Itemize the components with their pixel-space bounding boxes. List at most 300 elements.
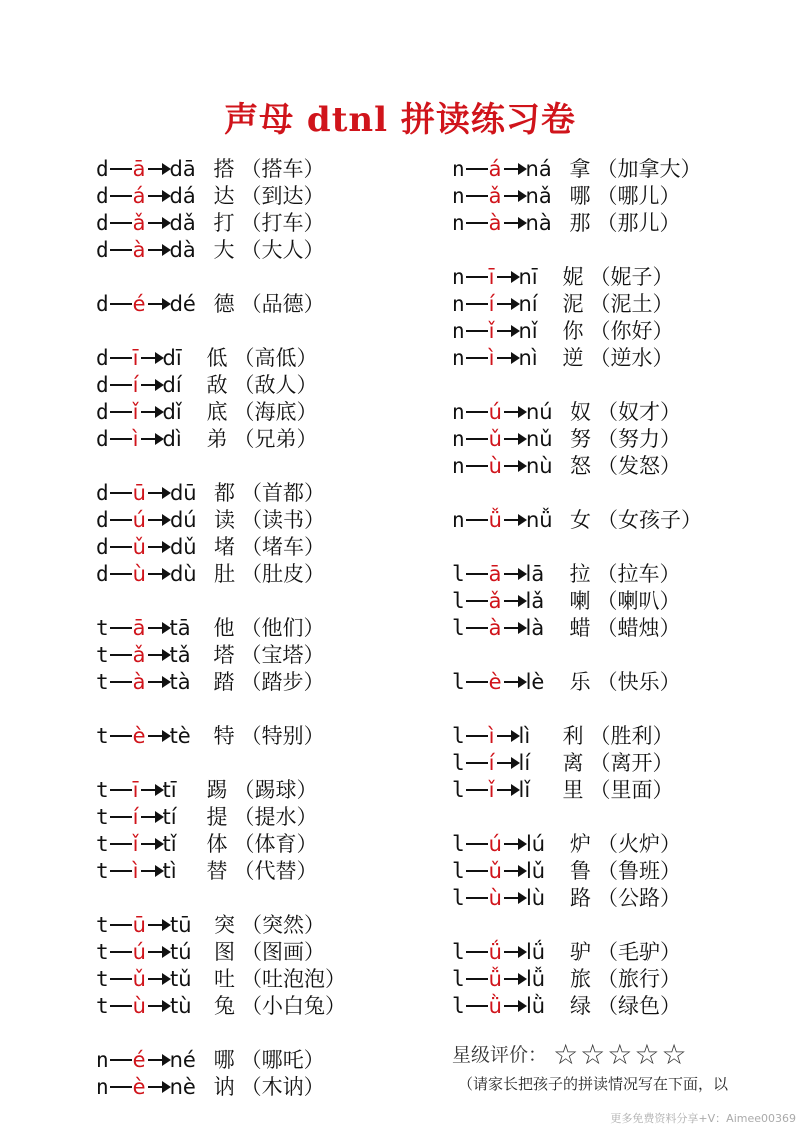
character: 吐 bbox=[213, 967, 235, 991]
example-words: （首都） bbox=[240, 481, 325, 505]
example-words: （喇叭） bbox=[596, 589, 681, 613]
character: 讷 bbox=[213, 1075, 235, 1099]
arrow-right-icon bbox=[504, 897, 524, 899]
pinyin-row bbox=[96, 723, 346, 750]
pinyin-row bbox=[452, 507, 702, 534]
arrow-right-icon bbox=[497, 789, 517, 791]
example-words: （离开） bbox=[589, 751, 674, 775]
example-words: （到达） bbox=[240, 184, 325, 208]
left-column bbox=[96, 156, 346, 1101]
arrow-right-icon bbox=[504, 519, 524, 521]
final: ǐ bbox=[132, 832, 139, 856]
example-words: （提水） bbox=[233, 805, 318, 829]
pinyin-row bbox=[452, 318, 702, 345]
syllable: dí bbox=[162, 373, 182, 397]
arrow-right-icon bbox=[497, 303, 517, 305]
example-words: （搭车） bbox=[240, 157, 325, 181]
syllable: dǎ bbox=[169, 211, 196, 235]
arrow-right-icon bbox=[148, 222, 168, 224]
dash-icon bbox=[110, 627, 132, 629]
character: 妮 bbox=[562, 265, 584, 289]
example-words: （公路） bbox=[596, 886, 681, 910]
dash-icon bbox=[110, 519, 132, 521]
initial: d bbox=[96, 562, 109, 586]
spacer-row bbox=[96, 1020, 346, 1047]
dash-icon bbox=[110, 816, 132, 818]
character: 逆 bbox=[562, 346, 584, 370]
pinyin-row bbox=[96, 912, 346, 939]
final: ī bbox=[488, 265, 495, 289]
arrow-right-icon bbox=[148, 924, 168, 926]
character: 踢 bbox=[206, 778, 228, 802]
syllable: né bbox=[169, 1048, 196, 1072]
pinyin-row bbox=[452, 183, 702, 210]
character: 图 bbox=[213, 940, 235, 964]
initial: d bbox=[96, 292, 109, 316]
arrow-right-icon bbox=[148, 249, 168, 251]
character: 替 bbox=[206, 859, 228, 883]
character: 泥 bbox=[562, 292, 584, 316]
syllable: dǔ bbox=[169, 535, 197, 559]
initial: t bbox=[96, 643, 109, 667]
example-words: （泥土） bbox=[589, 292, 674, 316]
initial: n bbox=[452, 319, 465, 343]
character: 你 bbox=[562, 319, 584, 343]
initial: l bbox=[452, 670, 465, 694]
example-words: （吐泡泡） bbox=[240, 967, 346, 991]
arrow-right-icon bbox=[141, 357, 161, 359]
final: è bbox=[132, 1075, 146, 1099]
syllable: lǚ bbox=[525, 967, 546, 991]
pinyin-row bbox=[96, 561, 346, 588]
character: 拿 bbox=[569, 157, 591, 181]
final: ù bbox=[488, 886, 502, 910]
character: 女 bbox=[569, 508, 591, 532]
character: 肚 bbox=[213, 562, 235, 586]
initial: l bbox=[452, 751, 465, 775]
pinyin-row bbox=[96, 642, 346, 669]
syllable: tǔ bbox=[169, 967, 192, 991]
character: 都 bbox=[213, 481, 235, 505]
example-words: （你好） bbox=[589, 319, 674, 343]
character: 德 bbox=[213, 292, 235, 316]
example-words: （哪吒） bbox=[240, 1048, 325, 1072]
syllable: dì bbox=[162, 427, 182, 451]
initial: n bbox=[452, 184, 465, 208]
dash-icon bbox=[110, 303, 132, 305]
final: à bbox=[488, 211, 502, 235]
example-words: （旅行） bbox=[596, 967, 681, 991]
pinyin-row bbox=[452, 939, 702, 966]
arrow-right-icon bbox=[497, 357, 517, 359]
dash-icon bbox=[110, 681, 132, 683]
syllable: lí bbox=[518, 751, 531, 775]
arrow-right-icon bbox=[141, 870, 161, 872]
dash-icon bbox=[466, 870, 488, 872]
initial: n bbox=[96, 1048, 109, 1072]
arrow-right-icon bbox=[504, 438, 524, 440]
final: ǔ bbox=[132, 967, 146, 991]
syllable: tì bbox=[162, 859, 177, 883]
initial: n bbox=[452, 265, 465, 289]
pinyin-row bbox=[452, 399, 702, 426]
final: ù bbox=[488, 454, 502, 478]
syllable: tǎ bbox=[169, 643, 191, 667]
character: 路 bbox=[569, 886, 591, 910]
arrow-right-icon bbox=[148, 546, 168, 548]
arrow-right-icon bbox=[148, 519, 168, 521]
initial: n bbox=[452, 157, 465, 181]
dash-icon bbox=[110, 195, 132, 197]
final: ǘ bbox=[488, 940, 502, 964]
pinyin-row bbox=[452, 750, 702, 777]
arrow-right-icon bbox=[504, 870, 524, 872]
example-words: （肚皮） bbox=[240, 562, 325, 586]
syllable: lè bbox=[525, 670, 545, 694]
dash-icon bbox=[110, 168, 132, 170]
syllable: dà bbox=[169, 238, 196, 262]
dash-icon bbox=[466, 465, 488, 467]
arrow-right-icon bbox=[497, 762, 517, 764]
dash-icon bbox=[466, 951, 488, 953]
arrow-right-icon bbox=[148, 573, 168, 575]
dash-icon bbox=[110, 492, 132, 494]
arrow-right-icon bbox=[141, 843, 161, 845]
initial: n bbox=[452, 346, 465, 370]
dash-icon bbox=[466, 1005, 488, 1007]
watermark: 更多免费资料分享+V：Aimee00369 bbox=[610, 1112, 796, 1125]
syllable: lú bbox=[525, 832, 546, 856]
example-words: （努力） bbox=[596, 427, 681, 451]
character: 读 bbox=[213, 508, 235, 532]
character: 怒 bbox=[569, 454, 591, 478]
example-words: （快乐） bbox=[596, 670, 681, 694]
dash-icon bbox=[466, 681, 488, 683]
dash-icon bbox=[110, 1005, 132, 1007]
initial: n bbox=[452, 400, 465, 424]
example-words: （高低） bbox=[233, 346, 318, 370]
dash-icon bbox=[110, 384, 132, 386]
final: ǎ bbox=[132, 211, 146, 235]
syllable: lǜ bbox=[525, 994, 546, 1018]
final: ǎ bbox=[488, 589, 502, 613]
arrow-right-icon bbox=[148, 978, 168, 980]
final: ǎ bbox=[488, 184, 502, 208]
example-words: （木讷） bbox=[240, 1075, 325, 1099]
pinyin-row bbox=[96, 1074, 346, 1101]
initial: l bbox=[452, 886, 465, 910]
example-words: （火炉） bbox=[596, 832, 681, 856]
initial: n bbox=[452, 454, 465, 478]
arrow-right-icon bbox=[148, 1086, 168, 1088]
syllable: tà bbox=[169, 670, 191, 694]
initial: n bbox=[452, 427, 465, 451]
dash-icon bbox=[110, 249, 132, 251]
syllable: nī bbox=[518, 265, 538, 289]
example-words: （拉车） bbox=[596, 562, 681, 586]
initial: d bbox=[96, 373, 109, 397]
dash-icon bbox=[466, 897, 488, 899]
character: 努 bbox=[569, 427, 591, 451]
star-rating bbox=[452, 1038, 689, 1071]
pinyin-row bbox=[452, 156, 702, 183]
spacer-row bbox=[96, 750, 346, 777]
dash-icon bbox=[110, 222, 132, 224]
arrow-right-icon bbox=[504, 222, 524, 224]
pinyin-row bbox=[96, 399, 346, 426]
pinyin-row bbox=[452, 993, 702, 1020]
arrow-right-icon bbox=[148, 303, 168, 305]
pinyin-row bbox=[452, 453, 702, 480]
pinyin-row bbox=[452, 561, 702, 588]
syllable: tū bbox=[169, 913, 192, 937]
initial: l bbox=[452, 967, 465, 991]
final: ǚ bbox=[488, 967, 502, 991]
pinyin-row bbox=[96, 507, 346, 534]
character: 哪 bbox=[569, 184, 591, 208]
syllable: tā bbox=[169, 616, 191, 640]
spacer-row bbox=[452, 642, 702, 669]
example-words: （妮子） bbox=[589, 265, 674, 289]
spacer-row bbox=[96, 588, 346, 615]
syllable: dú bbox=[169, 508, 197, 532]
arrow-right-icon bbox=[148, 735, 168, 737]
initial: d bbox=[96, 238, 109, 262]
character: 提 bbox=[206, 805, 228, 829]
dash-icon bbox=[110, 924, 132, 926]
arrow-right-icon bbox=[497, 330, 517, 332]
character: 低 bbox=[206, 346, 228, 370]
character: 塔 bbox=[213, 643, 235, 667]
arrow-right-icon bbox=[148, 492, 168, 494]
syllable: lǐ bbox=[518, 778, 531, 802]
pinyin-row bbox=[452, 291, 702, 318]
pinyin-row bbox=[96, 804, 346, 831]
initial: n bbox=[452, 211, 465, 235]
final: ā bbox=[132, 157, 146, 181]
syllable: dù bbox=[169, 562, 197, 586]
example-words: （鲁班） bbox=[596, 859, 681, 883]
arrow-right-icon bbox=[148, 681, 168, 683]
dash-icon bbox=[110, 357, 132, 359]
arrow-right-icon bbox=[141, 438, 161, 440]
arrow-right-icon bbox=[497, 735, 517, 737]
initial: l bbox=[452, 778, 465, 802]
dash-icon bbox=[110, 411, 132, 413]
initial: n bbox=[96, 1075, 109, 1099]
arrow-right-icon bbox=[148, 1005, 168, 1007]
final: à bbox=[132, 238, 146, 262]
final: ū bbox=[132, 481, 146, 505]
example-words: （体育） bbox=[233, 832, 318, 856]
character: 底 bbox=[206, 400, 228, 424]
syllable: tí bbox=[162, 805, 177, 829]
pinyin-row bbox=[452, 858, 702, 885]
final: ǐ bbox=[132, 400, 139, 424]
pinyin-row bbox=[452, 588, 702, 615]
arrow-right-icon bbox=[504, 627, 524, 629]
syllable: dá bbox=[169, 184, 196, 208]
arrow-right-icon bbox=[148, 627, 168, 629]
syllable: tè bbox=[169, 724, 191, 748]
pinyin-row bbox=[96, 210, 346, 237]
pinyin-row bbox=[452, 831, 702, 858]
dash-icon bbox=[466, 762, 488, 764]
final: ì bbox=[488, 346, 495, 370]
rating-stars-icon[interactable]: ☆☆☆☆☆ bbox=[553, 1038, 689, 1071]
character: 哪 bbox=[213, 1048, 235, 1072]
initial: t bbox=[96, 616, 109, 640]
arrow-right-icon bbox=[504, 465, 524, 467]
example-words: （敌人） bbox=[233, 373, 318, 397]
initial: l bbox=[452, 859, 465, 883]
character: 搭 bbox=[213, 157, 235, 181]
example-words: （毛驴） bbox=[596, 940, 681, 964]
initial: t bbox=[96, 832, 109, 856]
initial: t bbox=[96, 670, 109, 694]
pinyin-row bbox=[96, 534, 346, 561]
initial: l bbox=[452, 562, 465, 586]
page-title: 声母 dtnl 拼读练习卷 bbox=[224, 100, 576, 140]
initial: t bbox=[96, 859, 109, 883]
spacer-row bbox=[452, 480, 702, 507]
character: 旅 bbox=[569, 967, 591, 991]
syllable: nǎ bbox=[525, 184, 552, 208]
example-words: （里面） bbox=[589, 778, 674, 802]
initial: t bbox=[96, 805, 109, 829]
character: 里 bbox=[562, 778, 584, 802]
arrow-right-icon bbox=[141, 411, 161, 413]
initial: t bbox=[96, 940, 109, 964]
initial: d bbox=[96, 481, 109, 505]
dash-icon bbox=[466, 357, 488, 359]
final: ì bbox=[132, 427, 139, 451]
initial: t bbox=[96, 778, 109, 802]
character: 绿 bbox=[569, 994, 591, 1018]
syllable: tù bbox=[169, 994, 192, 1018]
initial: l bbox=[452, 589, 465, 613]
final: ī bbox=[132, 778, 139, 802]
character: 离 bbox=[562, 751, 584, 775]
pinyin-row bbox=[96, 615, 346, 642]
character: 堵 bbox=[213, 535, 235, 559]
example-words: （打车） bbox=[240, 211, 325, 235]
example-words: （读书） bbox=[240, 508, 325, 532]
example-words: （发怒） bbox=[596, 454, 681, 478]
character: 他 bbox=[213, 616, 235, 640]
initial: l bbox=[452, 724, 465, 748]
final: í bbox=[488, 751, 495, 775]
character: 奴 bbox=[569, 400, 591, 424]
pinyin-row bbox=[96, 1047, 346, 1074]
character: 炉 bbox=[569, 832, 591, 856]
final: í bbox=[132, 373, 139, 397]
character: 达 bbox=[213, 184, 235, 208]
pinyin-row bbox=[96, 426, 346, 453]
syllable: nǔ bbox=[525, 427, 553, 451]
initial: n bbox=[452, 292, 465, 316]
syllable: dī bbox=[162, 346, 182, 370]
character: 体 bbox=[206, 832, 228, 856]
syllable: lì bbox=[518, 724, 531, 748]
final: ù bbox=[132, 994, 146, 1018]
syllable: nù bbox=[525, 454, 553, 478]
example-words: （品德） bbox=[240, 292, 325, 316]
dash-icon bbox=[466, 276, 488, 278]
dash-icon bbox=[110, 735, 132, 737]
final: è bbox=[132, 724, 146, 748]
pinyin-row bbox=[96, 237, 346, 264]
syllable: lù bbox=[525, 886, 546, 910]
dash-icon bbox=[466, 843, 488, 845]
spacer-row bbox=[96, 318, 346, 345]
character: 大 bbox=[213, 238, 235, 262]
example-words: （大人） bbox=[240, 238, 325, 262]
example-words: （他们） bbox=[240, 616, 325, 640]
final: ì bbox=[132, 859, 139, 883]
example-words: （加拿大） bbox=[596, 157, 702, 181]
arrow-right-icon bbox=[504, 978, 524, 980]
spacer-row bbox=[452, 696, 702, 723]
syllable: nì bbox=[518, 346, 538, 370]
arrow-right-icon bbox=[497, 276, 517, 278]
arrow-right-icon bbox=[141, 789, 161, 791]
example-words: （特别） bbox=[240, 724, 325, 748]
initial: d bbox=[96, 400, 109, 424]
final: ǜ bbox=[488, 994, 502, 1018]
character: 喇 bbox=[569, 589, 591, 613]
example-words: （海底） bbox=[233, 400, 318, 424]
character: 兔 bbox=[213, 994, 235, 1018]
character: 踏 bbox=[213, 670, 235, 694]
dash-icon bbox=[466, 735, 488, 737]
initial: l bbox=[452, 994, 465, 1018]
pinyin-row bbox=[96, 345, 346, 372]
example-words: （兄弟） bbox=[233, 427, 318, 451]
dash-icon bbox=[110, 546, 132, 548]
syllable: lā bbox=[525, 562, 545, 586]
character: 拉 bbox=[569, 562, 591, 586]
dash-icon bbox=[466, 789, 488, 791]
initial: d bbox=[96, 427, 109, 451]
spacer-row bbox=[452, 237, 702, 264]
pinyin-row bbox=[452, 966, 702, 993]
character: 利 bbox=[562, 724, 584, 748]
character: 蜡 bbox=[569, 616, 591, 640]
dash-icon bbox=[110, 654, 132, 656]
initial: d bbox=[96, 157, 109, 181]
pinyin-row bbox=[452, 426, 702, 453]
character: 敌 bbox=[206, 373, 228, 397]
arrow-right-icon bbox=[504, 1005, 524, 1007]
arrow-right-icon bbox=[504, 411, 524, 413]
final: ì bbox=[488, 724, 495, 748]
arrow-right-icon bbox=[141, 816, 161, 818]
final: ī bbox=[132, 346, 139, 370]
initial: l bbox=[452, 832, 465, 856]
syllable: nǐ bbox=[518, 319, 538, 343]
pinyin-row bbox=[452, 210, 702, 237]
final: á bbox=[132, 184, 146, 208]
pinyin-row bbox=[96, 831, 346, 858]
arrow-right-icon bbox=[148, 654, 168, 656]
dash-icon bbox=[466, 978, 488, 980]
arrow-right-icon bbox=[148, 951, 168, 953]
final: é bbox=[132, 1048, 146, 1072]
pinyin-row bbox=[452, 345, 702, 372]
example-words: （绿色） bbox=[596, 994, 681, 1018]
final: ù bbox=[132, 562, 146, 586]
